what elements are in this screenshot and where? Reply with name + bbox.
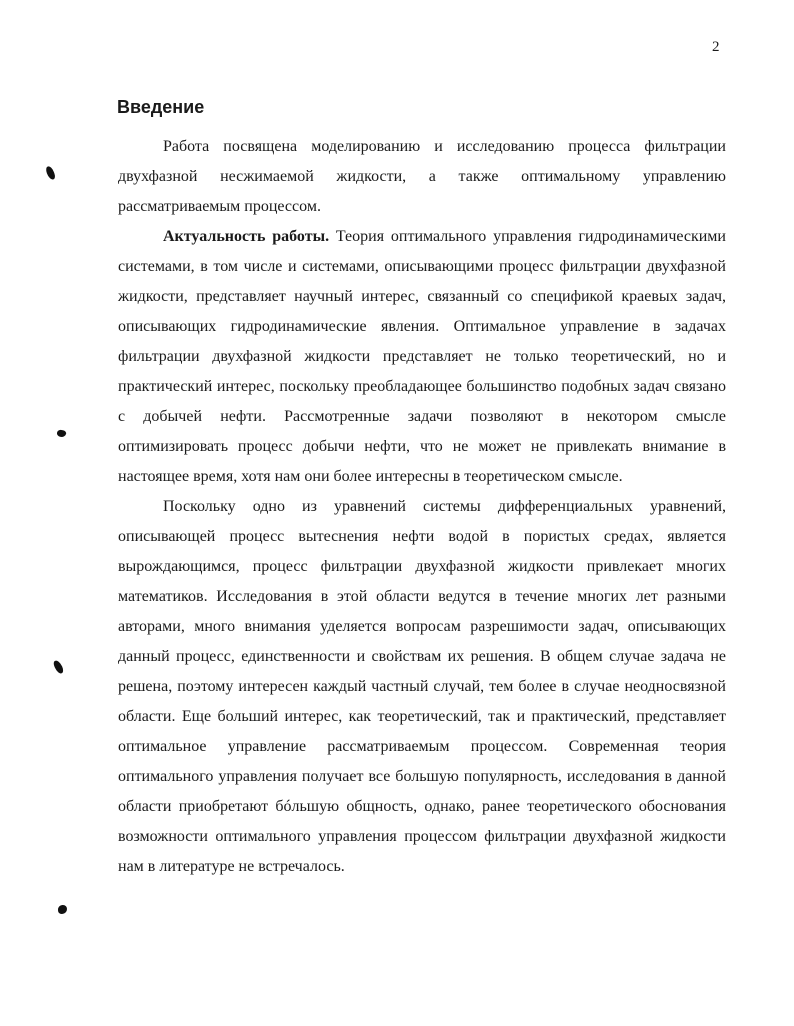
paragraph-intro-text: Работа посвящена моделированию и исследованию процесса фильтрации двухфазной несжимаемой жидкости, а также оптимальному управлению рассматриваемым процессом. xyxy=(118,138,726,215)
scan-speck xyxy=(45,165,56,181)
scan-speck xyxy=(56,429,67,438)
scan-speck xyxy=(52,659,64,675)
relevance-lead: Актуальность работы. xyxy=(163,228,330,245)
paragraph-background xyxy=(118,492,726,882)
scan-speck xyxy=(58,905,67,914)
body-text xyxy=(118,132,726,882)
section-heading: Введение xyxy=(117,97,205,117)
paragraph-relevance-text: Теория оптимального управления гидродинамическими системами, в том числе и системами, описывающими процесс фильтрации двухфазной жидкости, представляет научный интерес, связанный со спецификой краевых задач, описывающих гидродинамические явления. Оптимальное управление в задачах фильтрации двухфазной жидкости представляет не только теоретический, но и практический интерес, поскольку преобладающее большинство подобных задач связано с добычей нефти. Рассмотренные задачи позволяют в некотором смысле оптимизировать процесс добычи нефти, что не может не привлекать внимание в настоящее время, хотя нам они более интересны в теоретическом смысле. xyxy=(118,228,726,485)
paragraph-intro xyxy=(118,132,726,222)
page-number: 2 xyxy=(712,39,720,55)
paragraph-relevance xyxy=(118,222,726,492)
paragraph-background-text: Поскольку одно из уравнений системы дифференциальных уравнений, описывающей процесс вытеснения нефти водой в пористых средах, является вырождающимся, процесс фильтрации двухфазной жидкости привлекает многих математиков. Исследования в этой области ведутся в течение многих лет разными авторами, много внимания уделяется вопросам разрешимости задач, описывающих данный процесс, единственности и свойствам их решения. В общем случае задача не решена, поэтому интересен каждый частный случай, тем более в случае неодносвязной области. Еще больший интерес, как теоретический, так и практический, представляет оптимальное управление рассматриваемым процессом. Современная теория оптимального управления получает все большую популярность, исследования в данной области приобретают бóльшую общность, однако, ранее теоретического обоснования возможности оптимального управления процессом фильтрации двухфазной жидкости нам в литературе не встречалось. xyxy=(118,498,726,875)
